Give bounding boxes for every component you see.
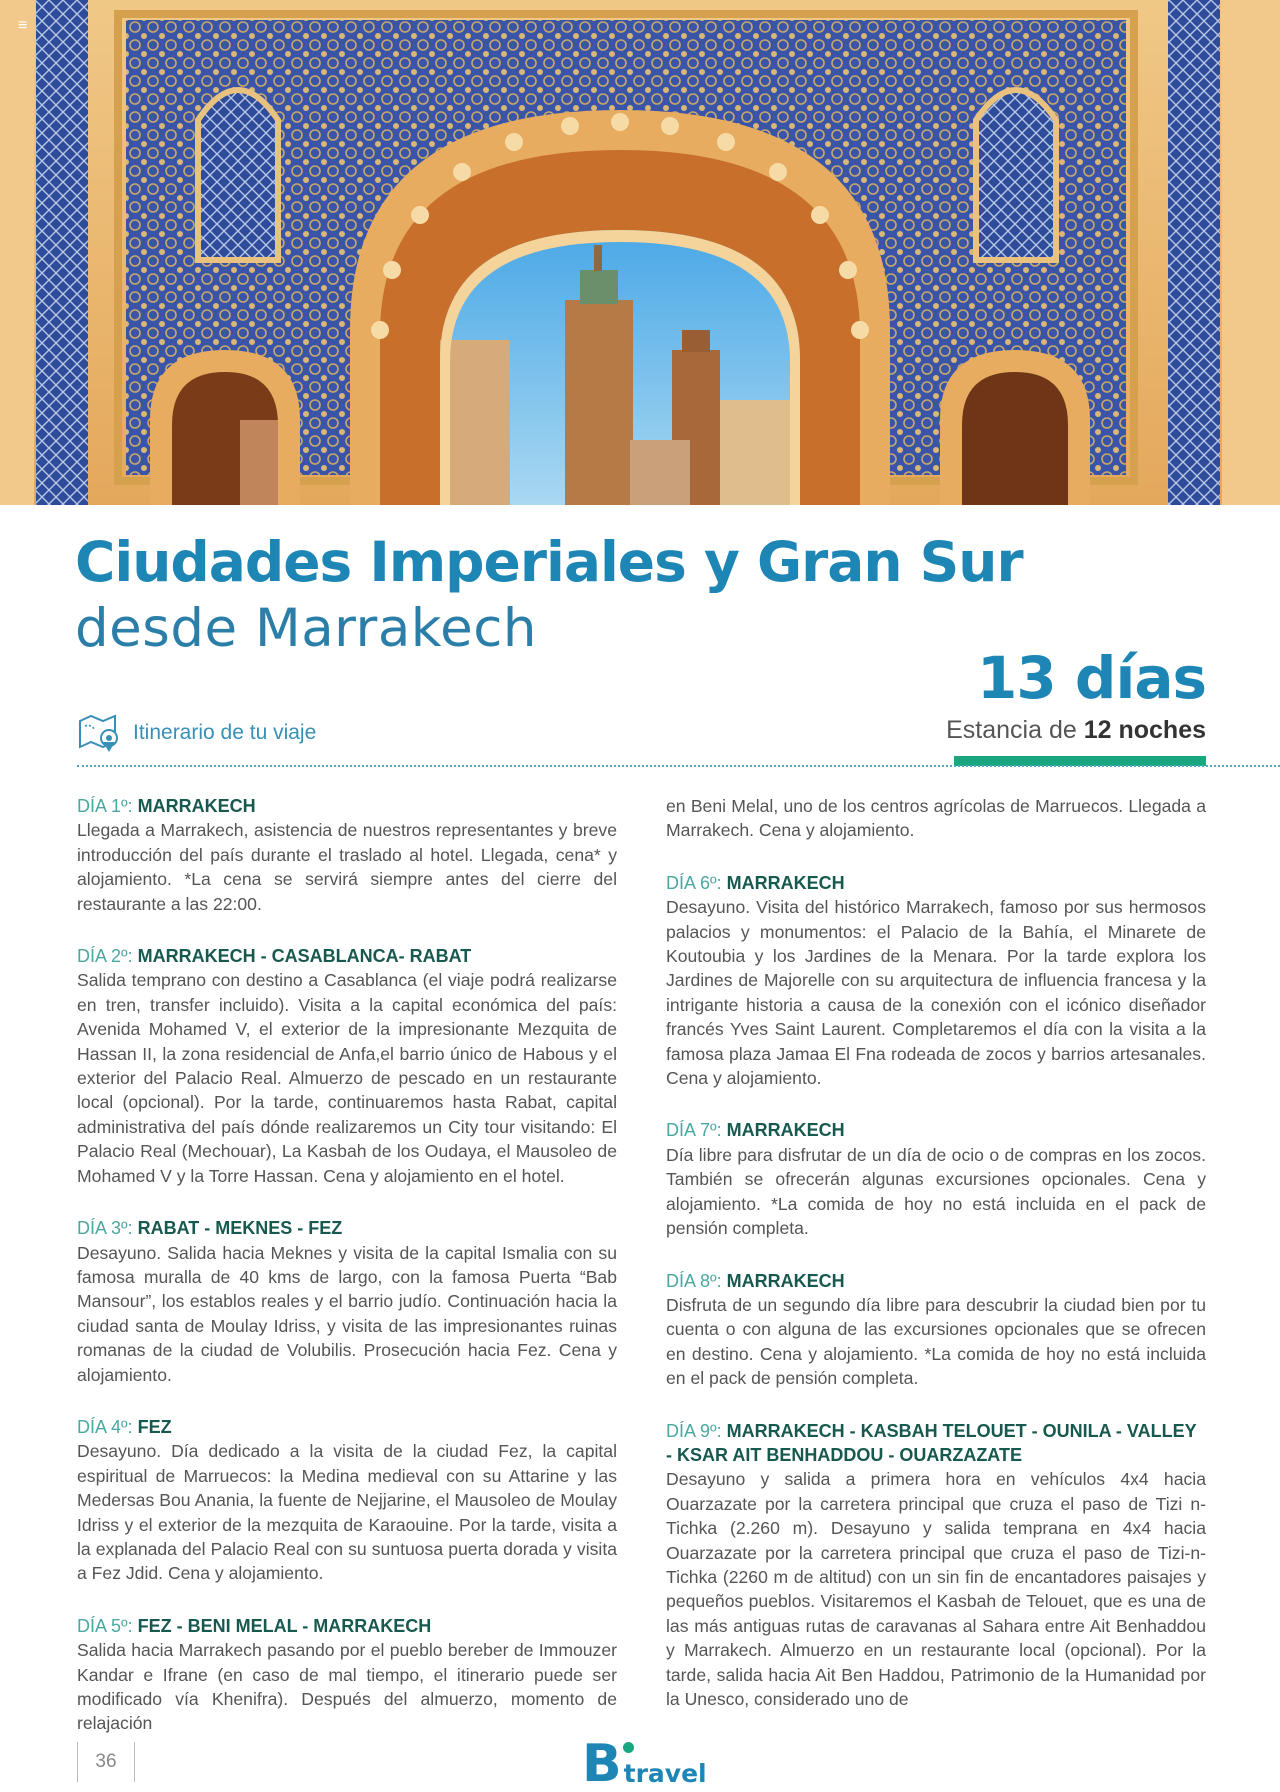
day-description: en Beni Melal, uno de los centros agrícolas de Marruecos. Llegada a Marrakech. Cena y alojamiento.: [666, 796, 1206, 841]
day-entry: [666, 871, 1206, 1091]
page-number: 36: [77, 1742, 135, 1782]
stay-nights: 12 noches: [1083, 716, 1206, 744]
stay-prefix: Estancia de: [946, 716, 1077, 744]
day-description: Salida hacia Marrakech pasando por el pueblo bereber de Immouzer Kandar e Ifrane (en caso de mal tiempo, el itinerario puede ser modificado vía Khenifra). Después del almuerzo, momento de relajación: [77, 1640, 617, 1734]
day-heading: DÍA 9º: MARRAKECH - KASBAH TELOUET - OUNILA - VALLEY - KSAR AIT BENHADDOU - OUARZAZATE: [666, 1420, 1197, 1465]
day-entry: [77, 794, 617, 916]
day-description: Desayuno. Salida hacia Meknes y visita de la capital Ismalia con su famosa muralla de 40 kms de largo, con la famosa Puerta “Bab Mansour”, los establos reales y el barrio judío. Continuación hacia la ciudad santa de Moulay Idriss, y visita de las impresionantes ruinas romanas de la ciudad de Volubilis. Prosecución hacia Fez. Cena y alojamiento.: [77, 1242, 617, 1385]
day-entry: [77, 1614, 617, 1736]
hero-image: [0, 0, 1280, 505]
menu-icon[interactable]: ≡: [18, 17, 28, 34]
page-subtitle: desde Marrakech: [75, 598, 537, 659]
bab-boujeloud-gate-illustration: [0, 0, 1280, 505]
itinerary-column-right: [666, 794, 1206, 1739]
day-description: Desayuno. Día dedicado a la visita de la ciudad Fez, la capital espiritual de Marruecos: la Medina medieval con su Attarine y las Medersas Bou Anania, la fuente de Nejjarine, el Mausoleo de Moulay Idriss y el exterior de la mezquita de Karaouine. Por la tarde, visita a la explanada del Palacio Real con su suntuosa puerta dorada y visita a Fez Jdid. Cena y alojamiento.: [77, 1441, 617, 1584]
brand-logo: [582, 1734, 707, 1792]
day-heading: DÍA 6º: MARRAKECH: [666, 872, 845, 893]
itinerary-column-left: [77, 794, 617, 1764]
day-continuation: [666, 794, 1206, 843]
day-heading: DÍA 1º: MARRAKECH: [77, 796, 256, 816]
day-entry: [77, 1415, 617, 1586]
day-heading: DÍA 2º: MARRAKECH - CASABLANCA- RABAT: [77, 946, 472, 967]
day-entry: [666, 1269, 1206, 1391]
day-heading: DÍA 8º: MARRAKECH: [666, 1270, 845, 1291]
day-description: Día libre para disfrutar de un día de ocio o de compras en los zocos. También se ofrecerán algunas excursiones opcionales. Cena y alojamiento. *La comida de hoy no está incluida en el pack de pensión completa.: [666, 1144, 1206, 1239]
day-entry: [666, 1118, 1206, 1240]
brand-word: travel: [623, 1759, 707, 1788]
day-entry: [77, 1216, 617, 1387]
day-description: Disfruta de un segundo día libre para descubrir la ciudad bien por tu cuenta o con alguna de las excursiones opcionales que se ofrecen en destino. Cena y alojamiento. *La comida de hoy no está incluida en el pack de pensión completa.: [666, 1294, 1206, 1389]
day-description: Salida temprano con destino a Casablanca (el viaje podrá realizarse en tren, transfer incluido). Visita a la capital económica del país: Avenida Mohamed V, el exterior de la impresionante Mezquita de Hassan II, la zona residencial de Anfa,el barrio único de Habous y el exterior del Palacio Real. Almuerzo de pescado en un restaurante local (opcional). Por la tarde, continuaremos hasta Rabat, capital administrativa del país dónde realizaremos un City tour visitando: El Palacio Real (Mechouar), La Kasbah de los Oudaya, el Mausoleo de Mohamed V y la Torre Hassan. Cena y alojamiento en el hotel.: [77, 970, 617, 1186]
map-pin-icon: [77, 712, 121, 754]
page-title: Ciudades Imperiales y Gran Sur: [75, 530, 1023, 594]
itinerary-header: [77, 712, 316, 754]
day-description: Desayuno y salida a primera hora en vehículos 4x4 hacia Ouarzazate por la carretera principal que cruza el paso de Tizi n-Tichka (2.260 m). Desayuno y salida temprana en 4x4 hacia Ouarzazate por la carretera principal que cruza el paso de Tizi-n-Tichka (2260 m de altitud) con un sin fin de encantadores paisajes y pequeños pueblos. Visitaremos el Kasbah de Telouet, que es una de las más antiguas rutas de caravanas al Sahara entre Ait Benhaddou y Marrakech. Almuerzo en un restaurante local (opcional). Por la tarde, salida hacia Ait Ben Haddou, Patrimonio de la Humanidad por la Unesco, considerado uno de: [666, 1469, 1206, 1709]
day-heading: DÍA 5º: FEZ - BENI MELAL - MARRAKECH: [77, 1615, 432, 1636]
brand-letter: B: [582, 1740, 622, 1788]
dotted-divider: [77, 765, 1280, 767]
day-description: Llegada a Marrakech, asistencia de nuestros representantes y breve introducción del país durante el traslado al hotel. Llegada, cena* y alojamiento. *La cena se servirá siempre antes del cierre del restaurante a las 22:00.: [77, 820, 617, 914]
trip-duration-days: 13 días: [977, 644, 1206, 712]
day-description: Desayuno. Visita del histórico Marrakech, famoso por sus hermosos palacios y monumentos: el Palacio de la Bahía, el Minarete de Koutoubia y los Jardines de la Menara. Por la tarde explora los Jardines de Majorelle con su arquitectura de influencia francesa y la intrigante historia a causa de la conexión con el icónico diseñador francés Yves Saint Laurent. Completaremos el día con la visita a la famosa plaza Jamaa El Fna rodeada de zocos y barrios artesanales. Cena y alojamiento.: [666, 897, 1206, 1089]
trip-stay: [946, 716, 1206, 745]
day-entry: [77, 944, 617, 1188]
itinerary-label: Itinerario de tu viaje: [133, 721, 317, 744]
brand-dot-icon: [623, 1742, 634, 1753]
day-heading: DÍA 4º: FEZ: [77, 1416, 172, 1437]
day-heading: DÍA 7º: MARRAKECH: [666, 1120, 845, 1141]
day-entry: [666, 1419, 1206, 1712]
day-heading: DÍA 3º: RABAT - MEKNES - FEZ: [77, 1218, 343, 1239]
